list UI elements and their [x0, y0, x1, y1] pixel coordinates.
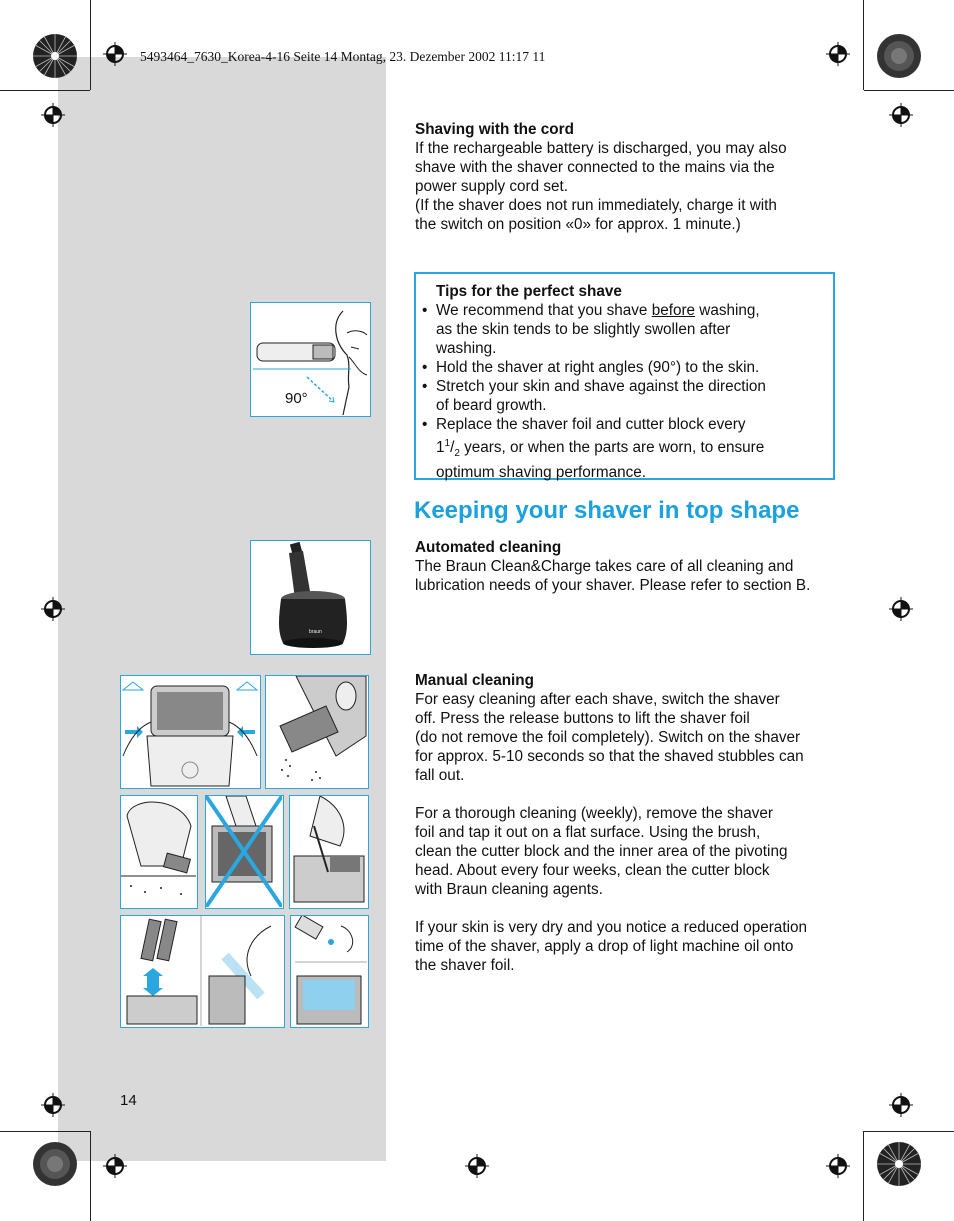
figure-shaving-angle [250, 302, 371, 417]
figure-clean-cutter-block [120, 915, 285, 1028]
figure-do-not-brush-foil [205, 795, 284, 909]
body-line: shave with the shaver connected to the mains via the [415, 159, 775, 176]
body-line: power supply cord set. [415, 178, 569, 195]
crop-line [90, 0, 91, 90]
crop-line [0, 90, 90, 91]
tap-foil-illustration [121, 796, 196, 907]
registration-mark-icon [103, 42, 127, 66]
body-line: the shaver foil. [415, 957, 515, 974]
list-item: • Replace the shaver foil and cutter block every $1^1/_2$ years, or when the parts are worn, to ensure optimum shaving performance. [422, 416, 765, 482]
registration-mark-icon [889, 597, 913, 621]
page-number: 14 [120, 1092, 137, 1109]
angle-label: 90° [285, 390, 308, 407]
section-heading: Shaving with the cord [415, 121, 574, 138]
tips-list [422, 301, 831, 482]
bullet: • [422, 378, 428, 395]
body-line: clean the cutter block and the inner area of the pivoting [415, 843, 788, 860]
brand-label: braun [309, 629, 322, 635]
body-line: foil and tap it out on a flat surface. Using the brush, [415, 824, 761, 841]
registration-mark-icon [826, 1154, 850, 1178]
crop-line [0, 1131, 90, 1132]
figure-oil-foil [290, 915, 369, 1028]
body-line: time of the shaver, apply a drop of light machine oil onto [415, 938, 794, 955]
color-rosette-icon [32, 33, 78, 79]
body-line: fall out. [415, 767, 465, 784]
registration-mark-icon [103, 1154, 127, 1178]
color-rosette-icon [32, 1141, 78, 1187]
shaving-angle-illustration [251, 303, 369, 415]
cutter-block-illustration [121, 916, 283, 1026]
list-item: • We recommend that you shave before washing, as the skin tends to be slightly swollen after washing. [422, 302, 760, 357]
registration-mark-icon [826, 42, 850, 66]
body-line: For a thorough cleaning (weekly), remove the shaver [415, 805, 773, 822]
section-heading: Automated cleaning [415, 539, 562, 556]
tips-box [414, 272, 835, 480]
body-line: (do not remove the foil completely). Switch on the shaver [415, 729, 801, 746]
body-line: For easy cleaning after each shave, switch the shaver [415, 691, 780, 708]
crop-line [864, 90, 954, 91]
bullet: • [422, 359, 428, 376]
tips-heading: Tips for the perfect shave [436, 283, 622, 300]
automated-cleaning-section [415, 538, 810, 595]
bullet: • [422, 302, 428, 319]
body-line: The Braun Clean&Charge takes care of all cleaning and [415, 558, 794, 575]
body-line: If your skin is very dry and you notice a reduced operation [415, 919, 807, 936]
bullet: • [422, 416, 428, 433]
body-line: lubrication needs of your shaver. Please refer to section B. [415, 577, 811, 594]
color-rosette-icon [876, 33, 922, 79]
body-line: off. Press the release buttons to lift the shaver foil [415, 710, 750, 727]
registration-mark-icon [889, 103, 913, 127]
do-not-brush-illustration [206, 796, 282, 907]
release-foil-illustration [121, 676, 259, 787]
body-line: the switch on position «0» for approx. 1 minute.) [415, 216, 741, 233]
figure-clean-charge-station [250, 540, 371, 655]
registration-mark-icon [889, 1093, 913, 1117]
registration-mark-icon [41, 103, 65, 127]
figure-tap-foil [120, 795, 198, 909]
shaving-cord-section [415, 120, 787, 234]
crop-line [90, 1131, 91, 1221]
stubbles-illustration [266, 676, 367, 787]
print-header: 5493464_7630_Korea-4-16 Seite 14 Montag, 23. Dezember 2002 11:17 11 [140, 49, 546, 64]
figure-brush-cutter [289, 795, 369, 909]
body-line: head. About every four weeks, clean the cutter block [415, 862, 770, 879]
registration-mark-icon [41, 597, 65, 621]
figure-release-foil [120, 675, 261, 789]
manual-cleaning-section [415, 671, 807, 975]
list-item: • Stretch your skin and shave against the direction of beard growth. [422, 378, 766, 414]
body-line: (If the shaver does not run immediately, charge it with [415, 197, 777, 214]
body-line: If the rechargeable battery is discharged, you may also [415, 140, 787, 157]
clean-charge-illustration [251, 541, 369, 653]
registration-mark-icon [465, 1154, 489, 1178]
oil-foil-illustration [291, 916, 367, 1026]
body-line: with Braun cleaning agents. [415, 881, 603, 898]
crop-line [863, 0, 864, 90]
section-title: Keeping your shaver in top shape [414, 497, 800, 524]
brush-cutter-illustration [290, 796, 367, 907]
crop-line [863, 1131, 864, 1221]
list-item: • Hold the shaver at right angles (90°) to the skin. [422, 359, 760, 376]
color-rosette-icon [876, 1141, 922, 1187]
body-line: for approx. 5-10 seconds so that the shaved stubbles can [415, 748, 804, 765]
figure-stubbles-fall-out [265, 675, 369, 789]
crop-line [864, 1131, 954, 1132]
section-heading: Manual cleaning [415, 672, 534, 689]
registration-mark-icon [41, 1093, 65, 1117]
